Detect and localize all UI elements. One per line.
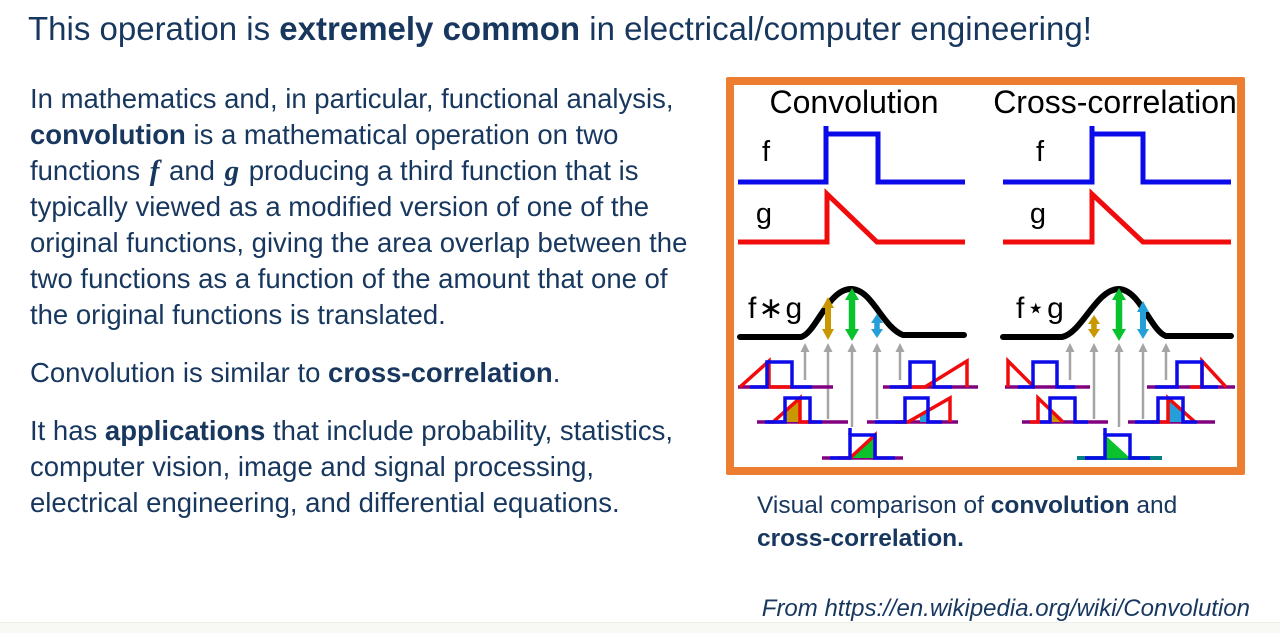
- comparison-figure: [726, 77, 1245, 475]
- green-arrow-right: [1112, 288, 1126, 341]
- f-signal-left: [738, 134, 965, 182]
- overlap-diagram-right-exiting: [1128, 398, 1215, 422]
- caption-bold-cross-correlation: cross-correlation.: [757, 525, 964, 552]
- bold-applications: applications: [104, 415, 266, 446]
- overlap-diagram-left-exiting: [867, 398, 958, 422]
- text-run: and: [161, 155, 223, 186]
- cross-correlation-heading: Cross-correlation: [993, 85, 1237, 120]
- cross-correlation-column: [993, 85, 1237, 458]
- text-run: producing a third function that is typically viewed as a modified version of one of the original functions, giving the area overlap between the two functions as a function of the amount that one of the original functions is translated.: [30, 155, 688, 330]
- math-symbol-g: g: [224, 155, 240, 187]
- overlap-diagram-left-leaving: [883, 361, 978, 387]
- fstarg-label-left: f∗g: [748, 292, 805, 325]
- gold-arrow-right: [1088, 315, 1100, 338]
- text-run: It has: [30, 415, 105, 446]
- math-symbol-f: f: [149, 155, 160, 187]
- shift-arrows-left: [801, 343, 905, 427]
- text-run: that include probability, statistics, computer vision, image and signal processing, electrical engineering, and differential equations.: [30, 415, 673, 518]
- caption-bold-convolution: convolution: [990, 492, 1130, 519]
- text-run: In mathematics and, in particular, functional analysis,: [30, 83, 674, 114]
- bottom-edge-strip: [0, 622, 1280, 633]
- text-run: is a mathematical operation on two functions: [30, 119, 619, 186]
- paragraph-applications: [30, 413, 706, 521]
- overlap-diagram-left-full: [822, 428, 903, 458]
- fstarg-label-right: f⋆g: [1016, 292, 1066, 325]
- convolution-column: [738, 85, 978, 458]
- convolution-heading: Convolution: [769, 85, 939, 120]
- slide-title: [28, 9, 1268, 49]
- figure-caption: [757, 489, 1225, 555]
- title-bold-extremely-common: extremely common: [279, 10, 581, 47]
- shift-arrows-right: [1066, 343, 1171, 427]
- green-arrow-left: [845, 288, 859, 341]
- overlap-diagram-right-full: [1077, 428, 1162, 458]
- overlap-diagram-right-approaching: [1005, 361, 1090, 387]
- bold-cross-correlation: cross-correlation: [328, 357, 553, 388]
- title-text-end: in electrical/computer engineering!: [580, 10, 1092, 47]
- g-label-left: g: [755, 198, 773, 230]
- g-label-right: g: [1029, 198, 1047, 230]
- paragraph-cross-correlation: [30, 355, 706, 391]
- comparison-diagram-svg: [734, 85, 1237, 467]
- text-run: and: [1129, 492, 1178, 519]
- overlap-diagram-left-entering: [757, 398, 848, 422]
- paragraph-definition: [30, 81, 706, 333]
- title-text: This operation is: [28, 10, 280, 47]
- source-attribution: From https://en.wikipedia.org/wiki/Convolution: [761, 595, 1250, 622]
- text-run: Visual comparison of: [757, 492, 991, 519]
- text-run: Convolution is similar to: [30, 357, 329, 388]
- overlap-diagram-right-leaving: [1147, 361, 1235, 387]
- text-run: .: [552, 357, 561, 388]
- f-label-right: f: [1035, 136, 1045, 168]
- body-text-block: [30, 81, 706, 543]
- bold-convolution: convolution: [30, 119, 186, 150]
- f-label-left: f: [761, 136, 771, 168]
- overlap-diagram-left-approaching: [738, 361, 833, 387]
